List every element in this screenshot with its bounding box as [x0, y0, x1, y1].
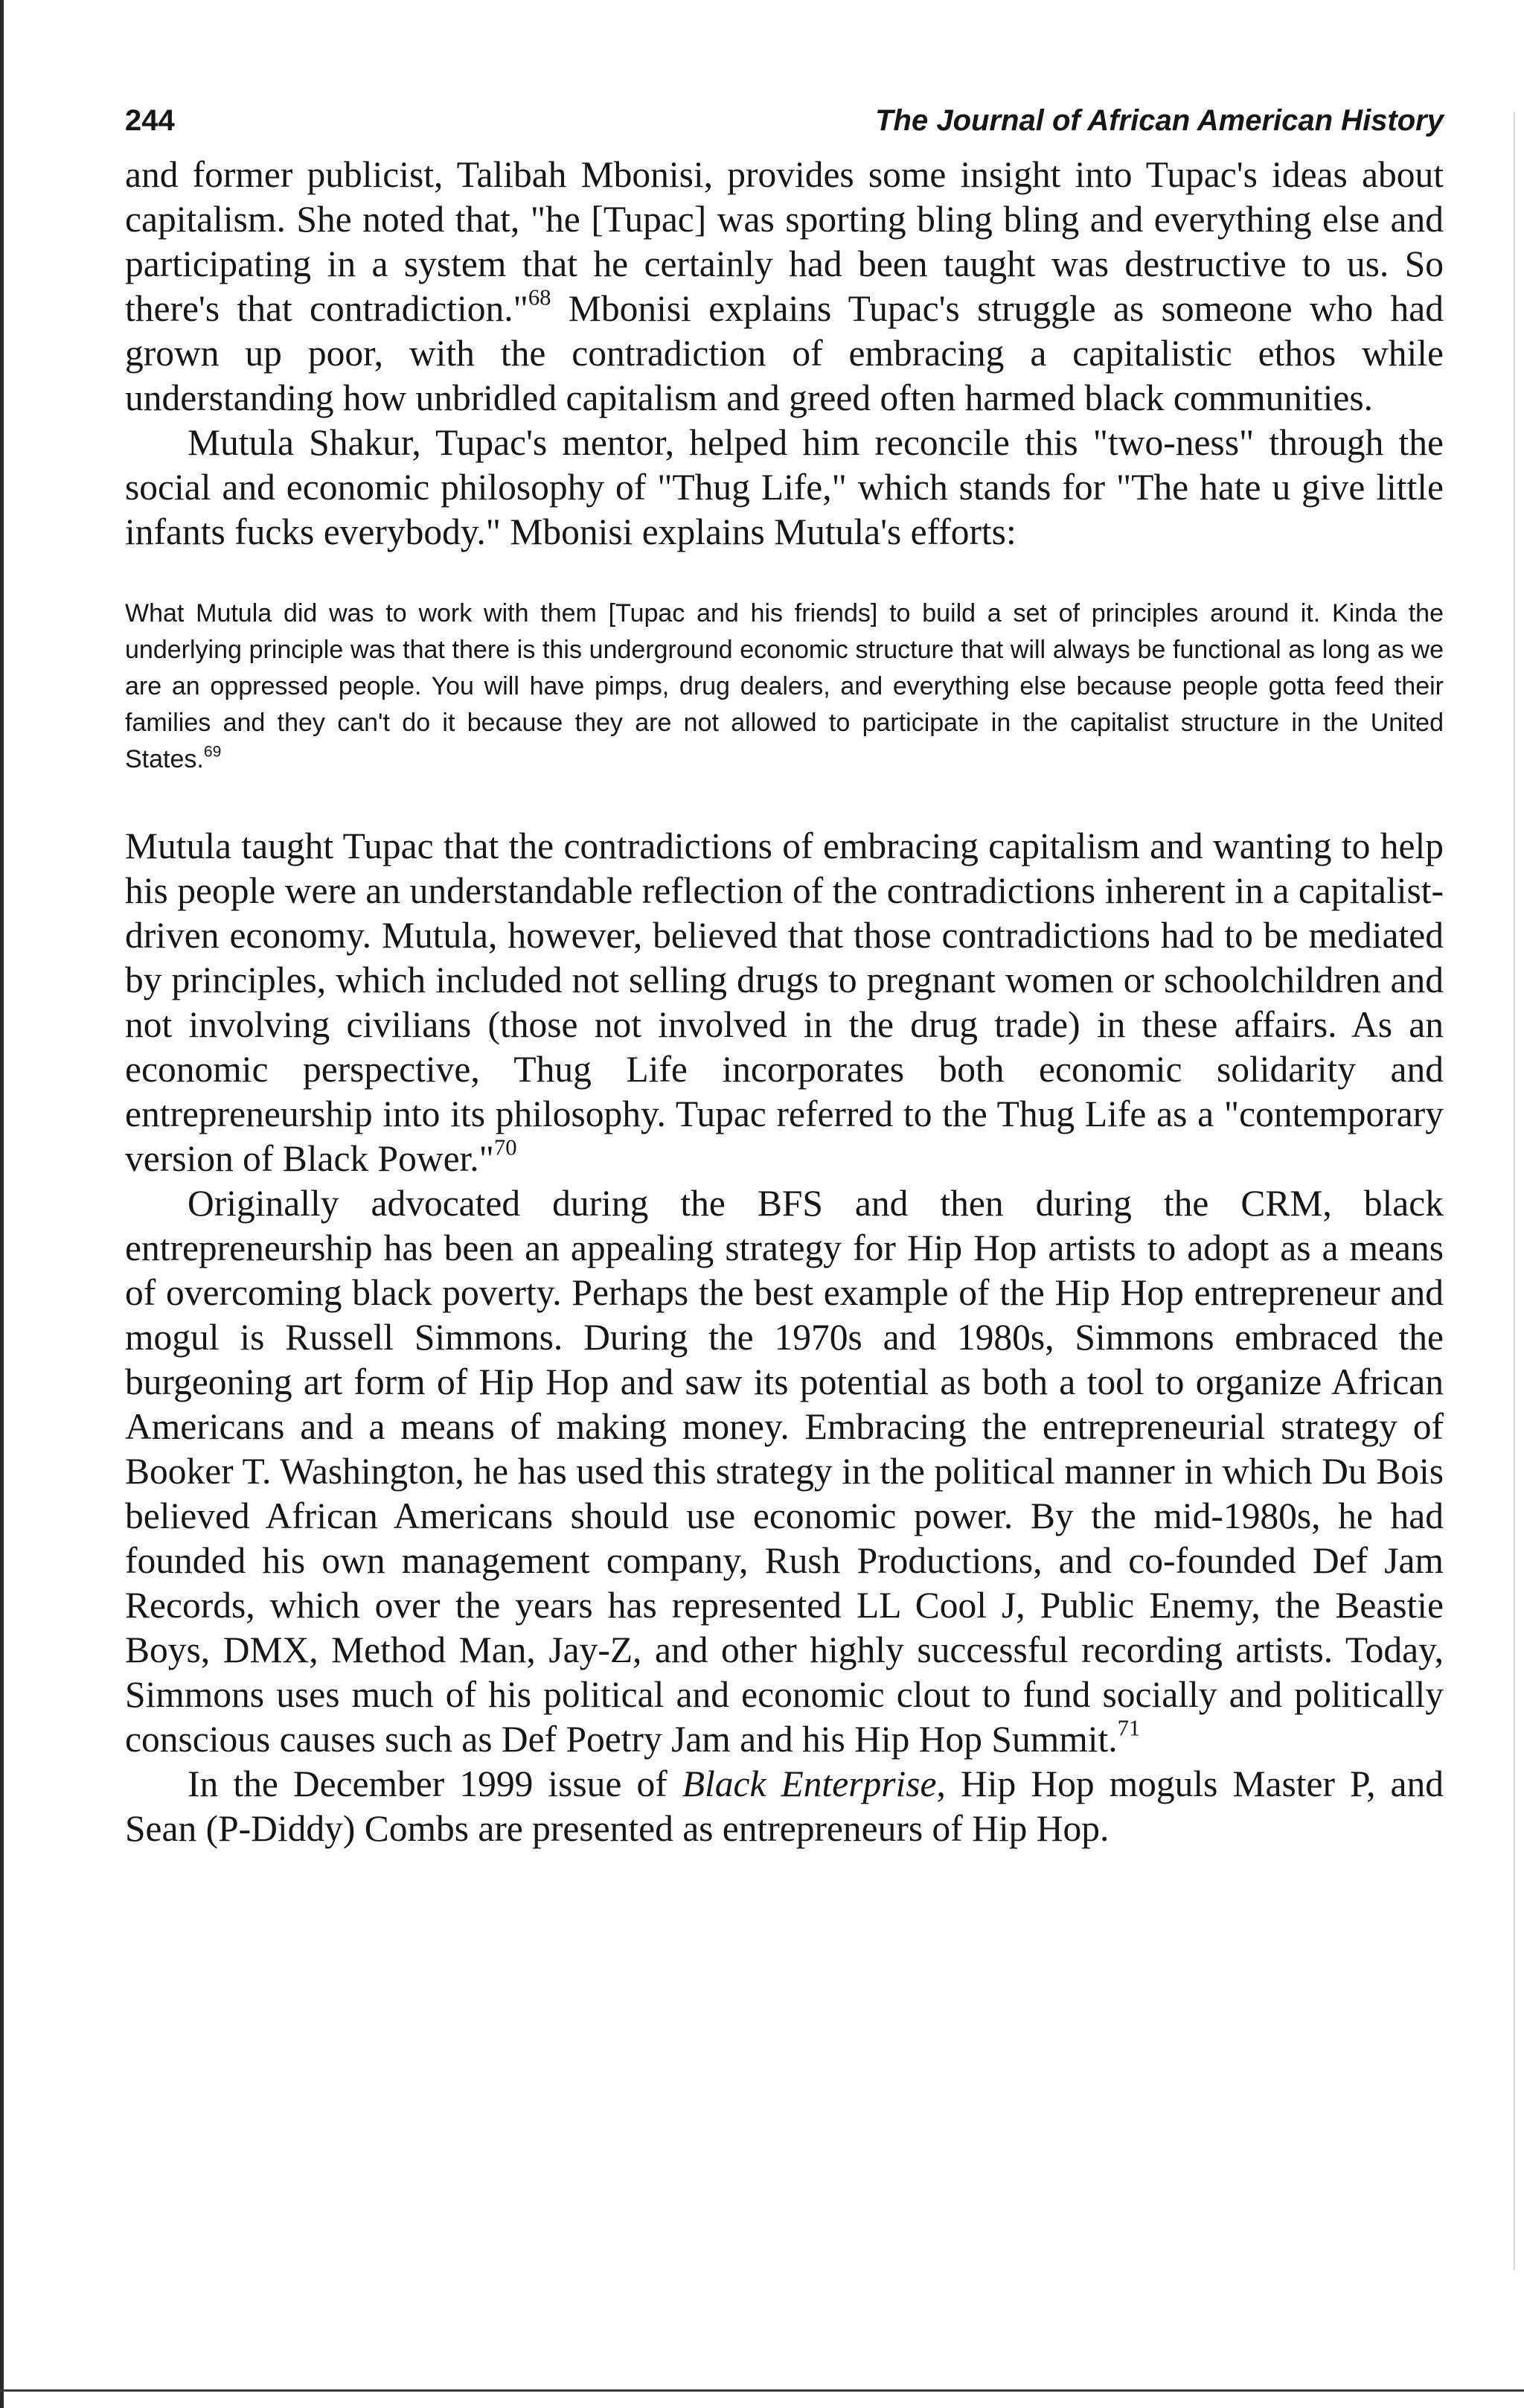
paragraph-4	[125, 1181, 1444, 1762]
paragraph-5-text-a: In the December 1999 issue of	[188, 1763, 682, 1804]
block-quote-text: What Mutula did was to work with them [Tupac and his friends] to build a set of principles around it. Kinda the underlying principle was that there is this underground economic structure that will always be functional as long as we are an oppressed people. You will have pimps, drug dealers, and everything else because people gotta feed their families and they can't do it because they are not allowed to participate in the capitalist structure in the United States.	[125, 599, 1444, 773]
paragraph-2-text: Mutula Shakur, Tupac's mentor, helped him reconcile this "two-ness" through the social and economic philosophy of "Thug Life," which stands for "The hate u give little infants fucks everybody." Mbonisi explains Mutula's efforts:	[125, 422, 1444, 552]
paragraph-1-text-a: and former publicist, Talibah Mbonisi, provides some insight into Tupac's ideas about capitalism. She noted that, "he [Tupac] was sporting bling bling and everything else and participating in a system that he certainly had been taught was destructive to us. So there's that contradiction."	[125, 154, 1444, 329]
scan-border-bottom	[0, 2389, 1524, 2392]
page-number: 244	[125, 104, 175, 137]
journal-title: The Journal of African American History	[875, 104, 1444, 137]
scan-border-right	[1514, 112, 1515, 2270]
paragraph-3-text: Mutula taught Tupac that the contradictions of embracing capitalism and wanting to help his people were an understandable reflection of the contradictions inherent in a capitalist-driven economy. Mutula, however, believed that those contradictions had to be mediated by principles, which included not selling drugs to pregnant women or schoolchildren and not involving civilians (those not involved in the drug trade) in these affairs. As an economic perspective, Thug Life incorporates both economic solidarity and entrepreneurship into its philosophy. Tupac referred to the Thug Life as a "contemporary version of Black Power."	[125, 825, 1444, 1179]
paragraph-2	[125, 421, 1444, 555]
footnote-ref-70: 70	[493, 1134, 517, 1160]
footnote-ref-68: 68	[528, 284, 551, 310]
block-quote	[125, 595, 1444, 778]
scan-border-left	[0, 0, 4, 2408]
paragraph-1	[125, 153, 1444, 421]
paragraph-3	[125, 824, 1444, 1181]
paragraph-4-text: Originally advocated during the BFS and then during the CRM, black entrepreneurship has been an appealing strategy for Hip Hop artists to adopt as a means of overcoming black poverty. Perhaps the best example of the Hip Hop entrepreneur and mogul is Russell Simmons. During the 1970s and 1980s, Simmons embraced the burgeoning art form of Hip Hop and saw its potential as both a tool to organize African Americans and a means of making money. Embracing the entrepreneurial strategy of Booker T. Washington, he has used this strategy in the political manner in which Du Bois believed African Americans should use economic power. By the mid-1980s, he had founded his own management company, Rush Productions, and co-founded Def Jam Records, which over the years has represented LL Cool J, Public Enemy, the Beastie Boys, DMX, Method Man, Jay-Z, and other highly successful recording artists. Today, Simmons uses much of his political and economic clout to fund socially and politically conscious causes such as Def Poetry Jam and his Hip Hop Summit.	[125, 1183, 1444, 1760]
magazine-title: Black Enterprise	[682, 1763, 937, 1804]
paragraph-5-text-b: , Hip Hop moguls Master P, and Sean (P-Diddy) Combs are presented as entrepreneurs of Hip Hop.	[125, 1763, 1444, 1849]
footnote-ref-71: 71	[1117, 1715, 1141, 1741]
paragraph-1-text-b: Mbonisi explains Tupac's struggle as someone who had grown up poor, with the contradiction of embracing a capitalistic ethos while understanding how unbridled capitalism and greed often harmed black communities.	[125, 288, 1444, 418]
document-page	[125, 104, 1444, 1851]
paragraph-5	[125, 1762, 1444, 1851]
footnote-ref-69: 69	[203, 743, 222, 761]
running-head	[125, 104, 1444, 138]
